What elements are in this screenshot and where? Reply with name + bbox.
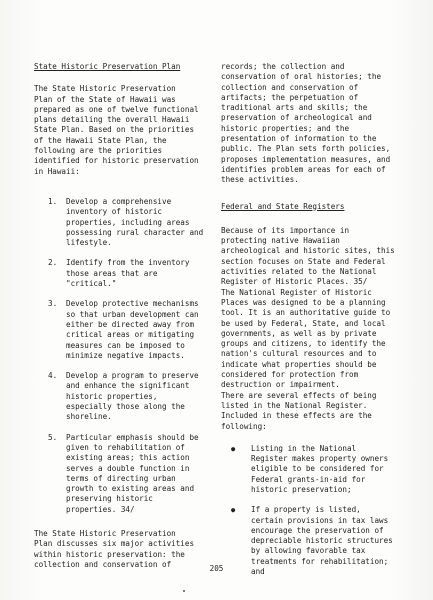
list-item-number: 5. xyxy=(48,432,58,442)
registers-paragraph: Because of its importance in protecting native Hawaiian archeological and historic sites, this section focuses on State and Federal activities related to the National Register of Historic Places. 35/ The National Register of Historic Places was designed to be a planning tool. It is an authoritative guide to be used by Federal, State, and local governments, as well as by private groups and citizens, to identify the nation's cultural resources and to indicate what properties should be considered for protection from destruction or impairment. xyxy=(221,225,395,390)
section-heading-registers: Federal and State Registers xyxy=(221,201,345,211)
list-item xyxy=(34,299,209,361)
page-number: 205 xyxy=(209,564,224,573)
effects-list xyxy=(221,444,403,578)
bullet-icon: ● xyxy=(231,506,236,515)
list-item xyxy=(221,444,403,495)
intro-paragraph: The State Historic Preservation Plan of the State of Hawaii was prepared as one of twelve functional plans detailing the overall Hawaii State Plan. Based on the priorities of the Hawaii State Plan, the following are the priorities identified for historic preservation in Hawaii: xyxy=(34,84,199,176)
list-item-text: Listing in the National Register makes property owners eligible to be considered for Federal grants-in-aid for historic preservation; xyxy=(251,443,389,494)
list-item-text: Develop a comprehensive inventory of historic properties, including areas possessing rural character and lifestyle. xyxy=(66,196,204,248)
list-item-text: If a property is listed, certain provisions in tax laws encourage the preservation of depreciable historic structures by allowing favorable tax treatments for rehabilitation; and xyxy=(251,505,393,577)
list-item-text: Develop protective mechanisms so that urban development can either be directed away from critical areas or mitigating measures can be imposed to minimize negative impacts. xyxy=(66,299,199,360)
list-item-number: 2. xyxy=(48,258,58,268)
closing-paragraph: The State Historic Preservation Plan discusses six major activities within historic preservation: the collection and conservation of xyxy=(34,528,195,569)
effects-paragraph: There are several effects of being listed in the National Register. Included in these effects are the following: xyxy=(221,390,377,431)
list-item-text: Develop a program to preserve and enhance the significant historic properties, especially those along the shoreline. xyxy=(66,371,199,422)
right-column xyxy=(221,62,403,587)
list-item xyxy=(34,258,209,289)
section-heading-state-plan: State Historic Preservation Plan xyxy=(34,62,181,71)
list-item xyxy=(34,433,209,515)
list-item-text: Identify from the inventory those areas that are "critical." xyxy=(66,258,190,289)
priorities-list xyxy=(34,197,209,515)
scan-speck xyxy=(183,590,185,592)
bullet-icon: ● xyxy=(231,444,236,453)
list-item-text: Particular emphasis should be given to rehabilitation of existing areas; this action serves a double function in terms of directing urban growth to existing areas and preserving historic properties. 34/ xyxy=(66,432,199,514)
list-item xyxy=(34,197,209,248)
list-item xyxy=(34,371,209,422)
list-item-number: 1. xyxy=(48,196,58,206)
left-column xyxy=(34,62,209,570)
list-item-number: 3. xyxy=(48,299,58,309)
continuation-paragraph: records; the collection and conservation of oral histories; the collection and conservation of artifacts; the perpetuation of traditional arts and skills; the preservation of archeological and historic properties; and the presentation of information to the public. The Plan sets forth policies, proposes implementation measures, and identifies problem areas for each of these activities. xyxy=(221,62,391,185)
list-item-number: 4. xyxy=(48,371,58,381)
